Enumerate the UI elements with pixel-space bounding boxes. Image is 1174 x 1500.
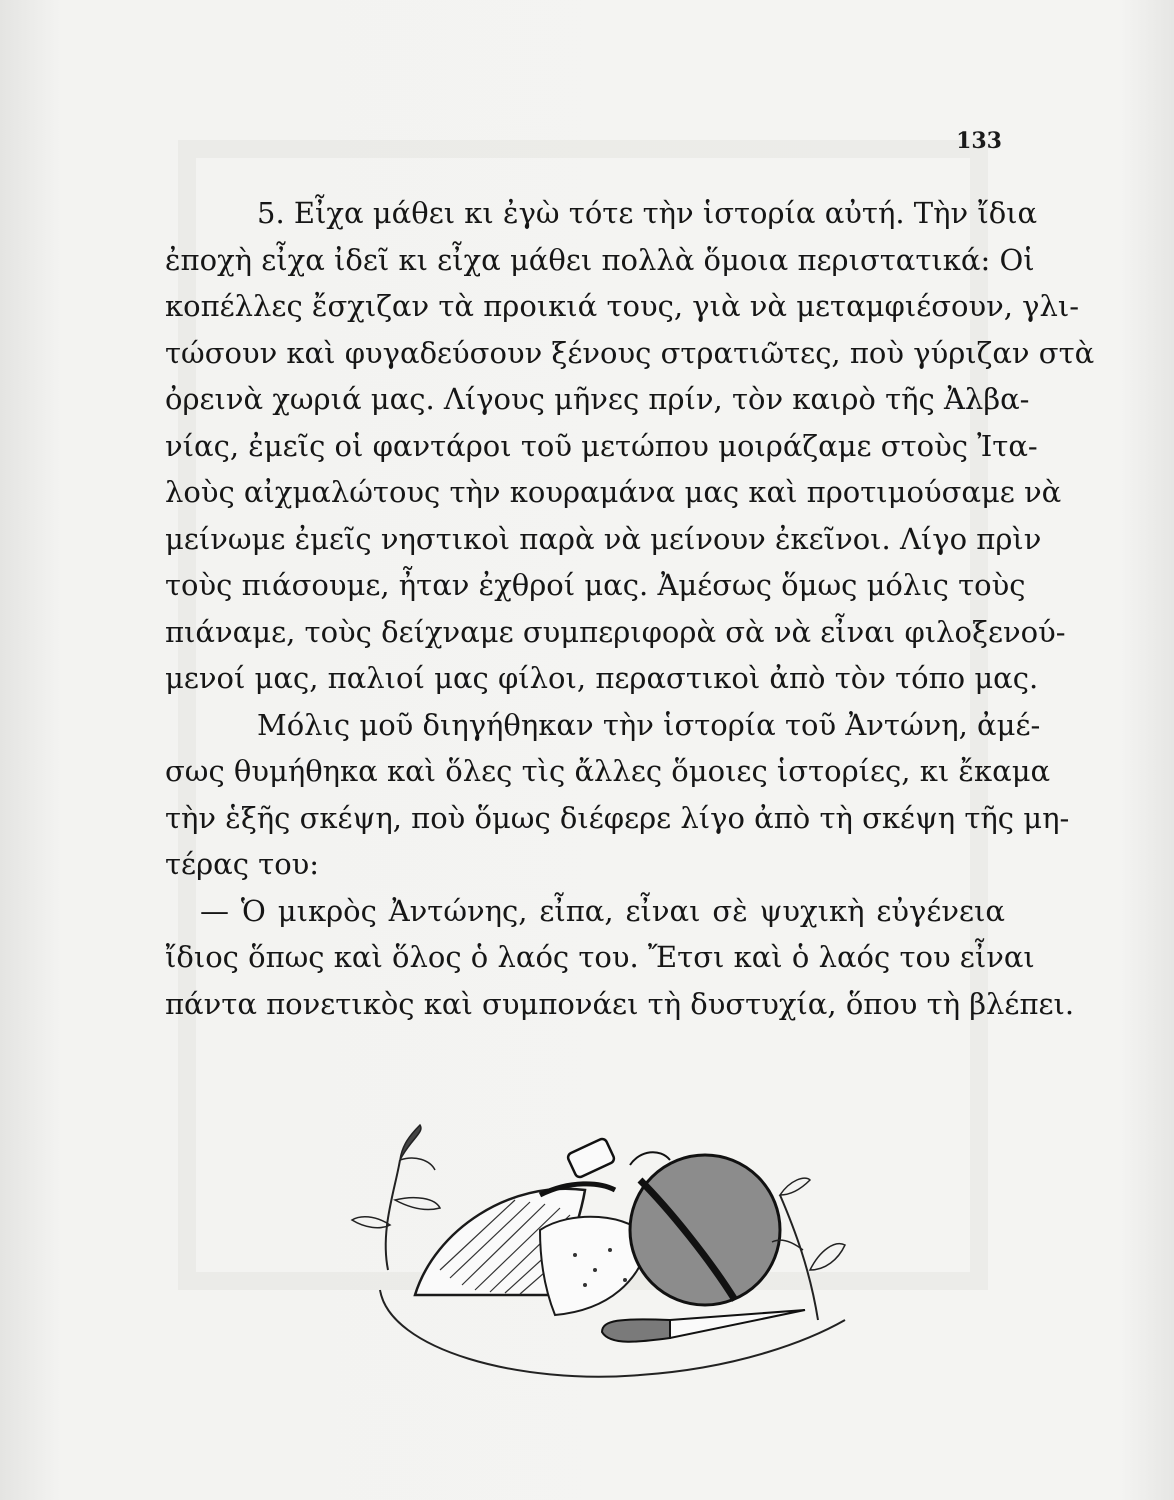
text-line: πάντα πονετικὸς καὶ συμπονάει τὴ δυστυχία, ὅπου τὴ βλέπει. [165, 986, 1075, 1021]
text-line: ἴδιος ὅπως καὶ ὅλος ὁ λαός του. Ἔτσι καὶ ὁ λαός του εἶναι [165, 940, 1035, 974]
bread-knife-illustration [340, 1120, 870, 1390]
text-line: 5. Εἶχα μάθει κι ἐγὼ τότε τὴν ἱστορία αὐτή. Τὴν ἴδια [257, 196, 1038, 230]
text-line: λοὺς αἰχμαλώτους τὴν κουραμάνα μας καὶ προτιμούσαμε νὰ [165, 475, 1062, 509]
page-number: 133 [956, 128, 1002, 154]
text-line: ἐποχὴ εἶχα ἰδεῖ κι εἶχα μάθει πολλὰ ὅμοια περιστατικά: Οἱ [165, 242, 1035, 277]
text-line: — Ὁ μικρὸς Ἀντώνης, εἶπα, εἶναι σὲ ψυχικὴ εὐγένεια [200, 893, 1005, 928]
body-text [165, 190, 1095, 1027]
text-line: τέρας του: [165, 847, 320, 881]
text-line: μείνωμε ἐμεῖς νηστικοὶ παρὰ νὰ μείνουν ἐκεῖνοι. Λίγο πρὶν [165, 521, 1042, 556]
text-line: σως θυμήθηκα καὶ ὅλες τὶς ἄλλες ὅμοιες ἱστορίες, κι ἔκαμα [165, 754, 1051, 788]
text-line: τὴν ἑξῆς σκέψη, ποὺ ὅμως διέφερε λίγο ἀπὸ τὴ σκέψη τῆς μη- [165, 800, 1070, 835]
text-line: μενοί μας, παλιοί μας φίλοι, περαστικοὶ ἀπὸ τὸν τόπο μας. [165, 661, 1039, 695]
text-line: νίας, ἐμεῖς οἱ φαντάροι τοῦ μετώπου μοιράζαμε στοὺς Ἰτα- [165, 428, 1038, 463]
text-line: Μόλις μοῦ διηγήθηκαν τὴν ἱστορία τοῦ Ἀντώνη, ἀμέ- [257, 707, 1041, 742]
text-line: κοπέλλες ἔσχιζαν τὰ προικιά τους, γιὰ νὰ μεταμφιέσουν, γλι- [165, 289, 1080, 323]
text-line: πιάναμε, τοὺς δείχναμε συμπεριφορὰ σὰ νὰ εἶναι φιλοξενού- [165, 614, 1066, 649]
text-line: τοὺς πιάσουμε, ἦταν ἐχθροί μας. Ἀμέσως ὅμως μόλις τοὺς [165, 568, 1026, 602]
text-line: τώσουν καὶ φυγαδεύσουν ξένους στρατιῶτες, ποὺ γύριζαν στὰ [165, 335, 1095, 370]
text-line: ὀρεινὰ χωριά μας. Λίγους μῆνες πρίν, τὸν καιρὸ τῆς Ἀλβα- [165, 382, 1030, 416]
